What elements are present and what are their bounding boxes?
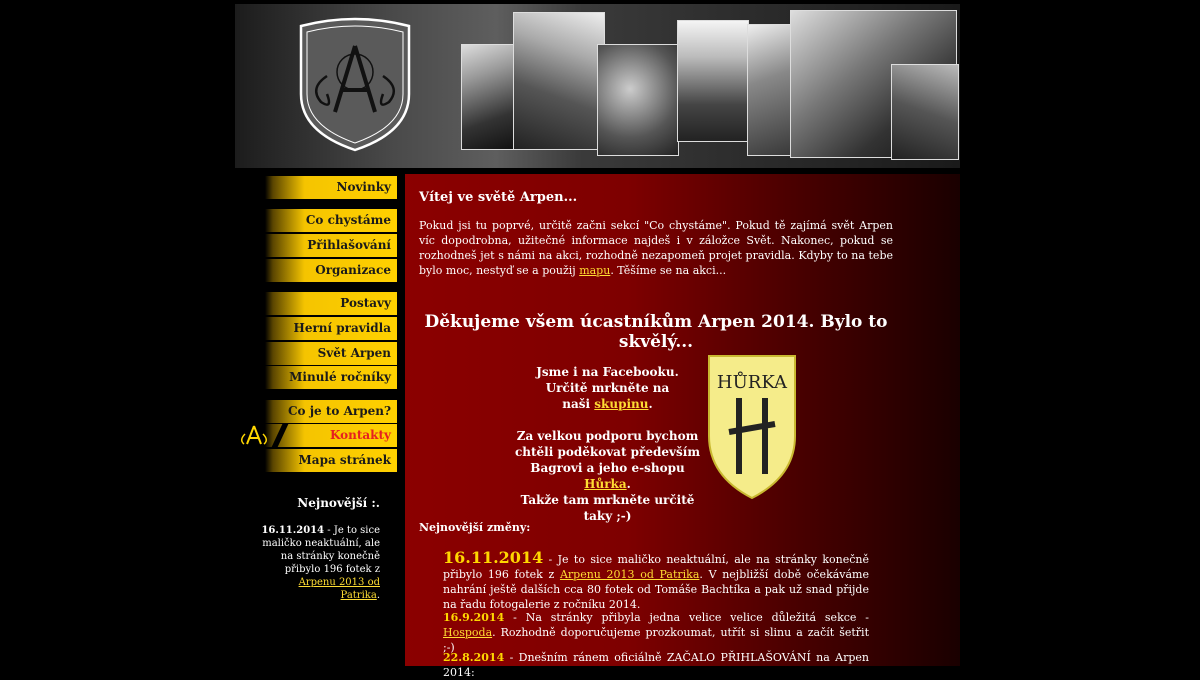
nav-prihlasovani[interactable]: Přihlašování: [265, 234, 397, 257]
fb-line3: naši: [562, 397, 595, 411]
thanks-heading: Děkujeme všem úcastníkům Arpen 2014. Bylo to skvělý...: [424, 312, 888, 352]
header-banner: [235, 4, 960, 168]
sidebar-news-text: [257, 524, 380, 602]
support-line2: chtěli poděkovat především: [514, 445, 701, 459]
support-end: .: [626, 477, 631, 491]
change-post: . Rozhodně doporučujeme prozkoumat, utřít si slinu a začít šetřit ;-): [443, 626, 869, 654]
support-line3-wrap: [505, 460, 710, 492]
sidebar-news-title: Nejnovější :.: [297, 496, 380, 510]
nav-kontakty[interactable]: Kontakty: [265, 424, 397, 447]
change-post: . V nejbližší době očekáváme nahrání ještě dalších cca 80 fotek od Tomáše Bachtíka a pak už snad přijde na řadu fotogalerie z ročníku 2014.: [443, 568, 869, 611]
fb-line3-wrap: [505, 396, 710, 412]
fb-line1: Jsme i na Facebooku.: [536, 365, 679, 379]
change-pre: - Na stránky přibyla jedna velice velice důležitá sekce -: [504, 611, 869, 624]
nav-co-je-to-arpen[interactable]: Co je to Arpen?: [265, 400, 397, 423]
arpen-shield-logo: [297, 16, 413, 152]
nav-organizace[interactable]: Organizace: [265, 259, 397, 282]
change-date: 16.9.2014: [443, 611, 505, 624]
changes-title: Nejnovější změny:: [419, 521, 531, 534]
nav-svet-arpen[interactable]: Svět Arpen: [265, 342, 397, 365]
photo-armor: [677, 20, 749, 142]
arpen-small-logo-icon: [239, 424, 269, 446]
photo-tavern: [597, 44, 679, 156]
facebook-block: [505, 364, 710, 524]
sidebar-news-link[interactable]: Arpenu 2013 od Patrika: [298, 577, 380, 601]
nav-postavy[interactable]: Postavy: [265, 292, 397, 315]
hurka-link[interactable]: Hůrka: [584, 477, 627, 491]
photo-tent: [461, 44, 515, 150]
intro-paragraph: [419, 218, 893, 278]
hurka-shield-logo[interactable]: [705, 352, 799, 500]
change-date: 16.11.2014: [443, 548, 544, 567]
photo-fight: [513, 12, 605, 150]
nav-novinky[interactable]: Novinky: [265, 176, 397, 199]
intro-map-link[interactable]: mapu: [579, 264, 611, 277]
support-line1: Za velkou podporu bychom: [516, 429, 699, 443]
change-item: [443, 610, 869, 655]
nav-minule-rocniky[interactable]: Minulé ročníky: [265, 366, 397, 389]
change-link[interactable]: Hospoda: [443, 626, 493, 639]
change-date: 22.8.2014: [443, 651, 505, 664]
change-pre: - Je to sice maličko neaktuální, ale na stránky konečně přibylo 196 fotek z: [443, 553, 869, 581]
change-item: [443, 550, 869, 612]
change-pre: - Dnešním ránem oficiálně ZAČALO PŘIHLAŠOVÁNÍ na Arpen 2014:: [443, 651, 869, 679]
welcome-title: Vítej ve světě Arpen...: [419, 190, 578, 205]
sidebar-news-body: - Je to sice maličko neaktuální, ale na stránky konečně přibylo 196 fotek z: [262, 525, 380, 575]
support-line3: Bagrovi a jeho e-shopu: [530, 461, 685, 475]
fb-line2: Určitě mrkněte na: [545, 381, 670, 395]
photo-lady: [891, 64, 959, 160]
sidebar-news-end: .: [376, 590, 380, 601]
hurka-logo-text: HŮRKA: [716, 372, 788, 393]
fb-end: .: [648, 397, 653, 411]
nav-herni-pravidla[interactable]: Herní pravidla: [265, 317, 397, 340]
intro-text: Pokud jsi tu poprvé, určitě začni sekcí "Co chystáme". Pokud tě zajímá svět Arpen víc dopodrobna, užitečné informace najdeš i v záložce Svět. Nakonec, pokud se rozhodneš jet s námi na akci, rozhodně nezapomeň projet pravidla. Kdyby to na tebe bylo moc, nestyď se a použij: [419, 219, 893, 277]
sidebar-news-date: 16.11.2014: [261, 525, 325, 536]
main-content: [405, 174, 960, 679]
fb-group-link[interactable]: skupinu: [594, 397, 649, 411]
nav-co-chystame[interactable]: Co chystáme: [265, 209, 397, 232]
change-item: [443, 650, 869, 680]
nav-mapa-stranek[interactable]: Mapa stránek: [265, 449, 397, 472]
change-link[interactable]: Arpenu 2013 od Patrika: [559, 568, 700, 581]
sidebar: [235, 172, 397, 666]
intro-end: . Těšíme se na akci...: [610, 264, 727, 277]
support-line4: Takže tam mrkněte určitě taky ;-): [520, 493, 695, 523]
